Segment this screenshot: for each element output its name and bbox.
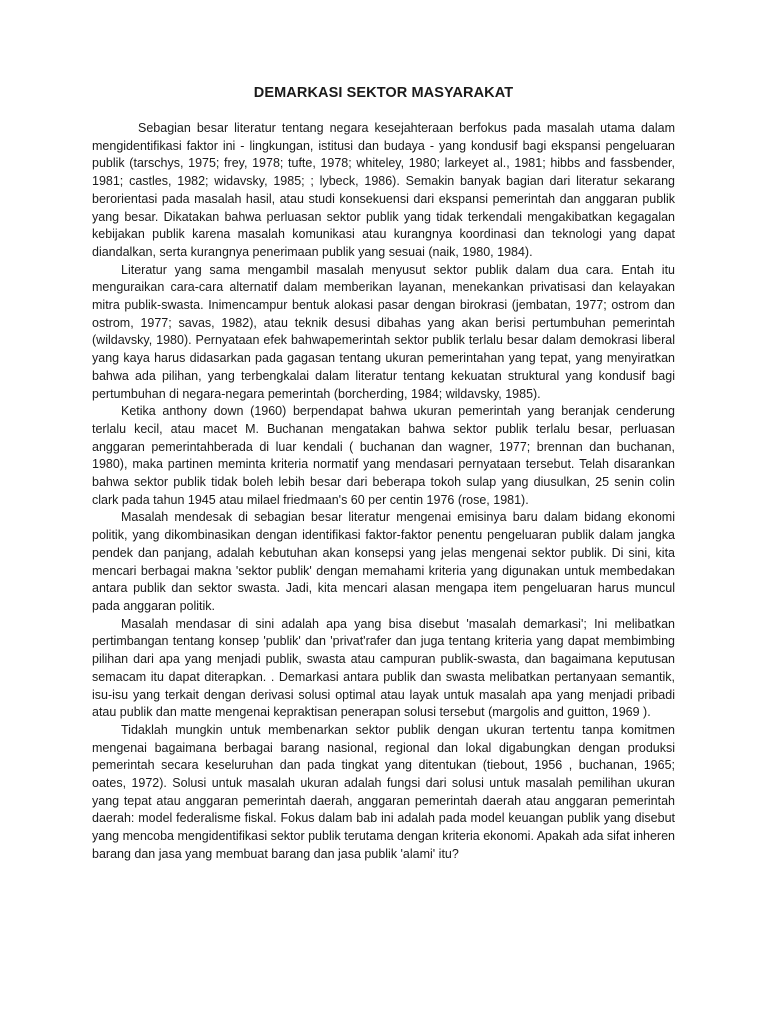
document-title: DEMARKASI SEKTOR MASYARAKAT	[253, 85, 514, 101]
paragraph-5: Masalah mendasar di sini adalah apa yang bisa disebut 'masalah demarkasi'; Ini melibatkan pertimbangan tentang konsep 'publik' dan 'privat'rafer dan juga tentang kriteria yang dapat membimbing pilihan dari apa yang menjadi publik, swasta atau campuran publik-swasta, dan bagaimana keputusan semacam itu dapat diterapkan. . Demarkasi antara publik dan swasta melibatkan pertanyaan semantik, isu-isu yang terkait dengan derivasi solusi optimal atau layak untuk masalah apa yang menjadi pribadi atau publik dan matte mengenai kepraktisan penerapan solusi tersebut (margolis and guitton, 1969 ).	[92, 616, 675, 720]
paragraph-4: Masalah mendesak di sebagian besar literatur mengenai emisinya baru dalam bidang ekonomi politik, yang dikombinasikan dengan identifikasi faktor-faktor penentu pengeluaran publik dalam jangka pendek dan panjang, adalah kebutuhan akan konsepsi yang jelas mengenai sektor publik. Di sini, kita mencari berbagai makna 'sektor publik' dengan memahami kriteria yang digunakan untuk membedakan antara publik dan sektor swasta. Jadi, kita mencari alasan mengapa item pengeluaran harus muncul pada anggaran politik.	[92, 510, 675, 613]
paragraph-1: Sebagian besar literatur tentang negara kesejahteraan berfokus pada masalah utama dalam mengidentifikasi faktor ini - lingkungan, istitusi dan budaya - yang kondusif bagi ekspansi pengeluaran publik (tarschys, 1975; frey, 1978; tufte, 1978; whiteley, 1980; larkeyet al., 1981; hibbs and fassbender, 1981; castles, 1982; widavsky, 1985; ; lybeck, 1986). Semakin banyak bagian dari literatur sekarang berorientasi pada masalah hasil, atau studi konsekuensi dari ekspansi pemerintah dan anggaran publik yang besar. Dikatakan bahwa perluasan sektor publik yang tidak terkendali mengakibatkan kegagalan kebijakan publik karena masalah komunikasi atau kurangnya koordinasi dan teknologi yang dapat diandalkan, serta kurangnya penerimaan publik yang sesuai (naik, 1980, 1984).	[92, 121, 675, 259]
paragraph-6: Tidaklah mungkin untuk membenarkan sektor publik dengan ukuran tertentu tanpa komitmen mengenai bagaimana berbagai barang nasional, regional dan lokal digabungkan dengan produksi pemerintah secara keseluruhan dan pada tingkat yang ditentukan (tiebout, 1956 , buchanan, 1965; oates, 1972). Solusi untuk masalah ukuran adalah fungsi dari solusi untuk masalah pemilihan ukuran yang tepat atau anggaran pemerintah daerah, anggaran pemerintah daerah atau anggaran pemerintah daerah: model federalisme fiskal. Fokus dalam bab ini adalah pada model keuangan publik yang disebut yang mencoba mengidentifikasi sektor publik terutama dengan kriteria ekonomi. Apakah ada sifat inheren barang dan jasa yang membuat barang dan jasa publik 'alami' itu?	[92, 722, 675, 861]
paragraph-2: Literatur yang sama mengambil masalah menyusut sektor publik dalam dua cara. Entah itu menguraikan cara-cara alternatif dalam memberikan layanan, menekankan privatisasi dan kelayakan mitra publik-swasta. Inimencampur bentuk alokasi pasar dengan birokrasi (jembatan, 1977; ostrom dan ostrom, 1977; savas, 1982), atau teknik desusi dibahas yang akan berisi pertumbuhan pemerintah (wildavsky, 1980). Pernyataan efek bahwapemerintah sektor publik terlalu besar dalam demokrasi liberal yang kaya harus didasarkan pada gagasan tentang ukuran pemerintahan yang tepat, yang menyiratkan bahwa ada pilihan, yang terbengkalai dalam literatur tentang kekuatan struktural yang kondusif bagi pertumbuhan di negara-negara pemerintah (borcherding, 1984; wildavsky, 1985).	[92, 262, 675, 401]
paragraph-3: Ketika anthony down (1960) berpendapat bahwa ukuran pemerintah yang beranjak cenderung terlalu kecil, atau macet M. Buchanan mengatakan bahwa sektor publik terlalu besar, perluasan anggaran pemerintahberada di luar kendali ( buchanan dan wagner, 1977; brennan dan buchanan, 1980), maka partinen meminta kriteria normatif yang mendasari pernyataan tersebut. Telah disarankan bahwa sektor publik tidak boleh lebih besar dari beberapa tokoh sulap yang diusulkan, 25 senin colin clark pada tahun 1945 atau milael friedmaan's 60 per centin 1976 (rose, 1981).	[92, 404, 675, 507]
document-page	[92, 84, 675, 864]
